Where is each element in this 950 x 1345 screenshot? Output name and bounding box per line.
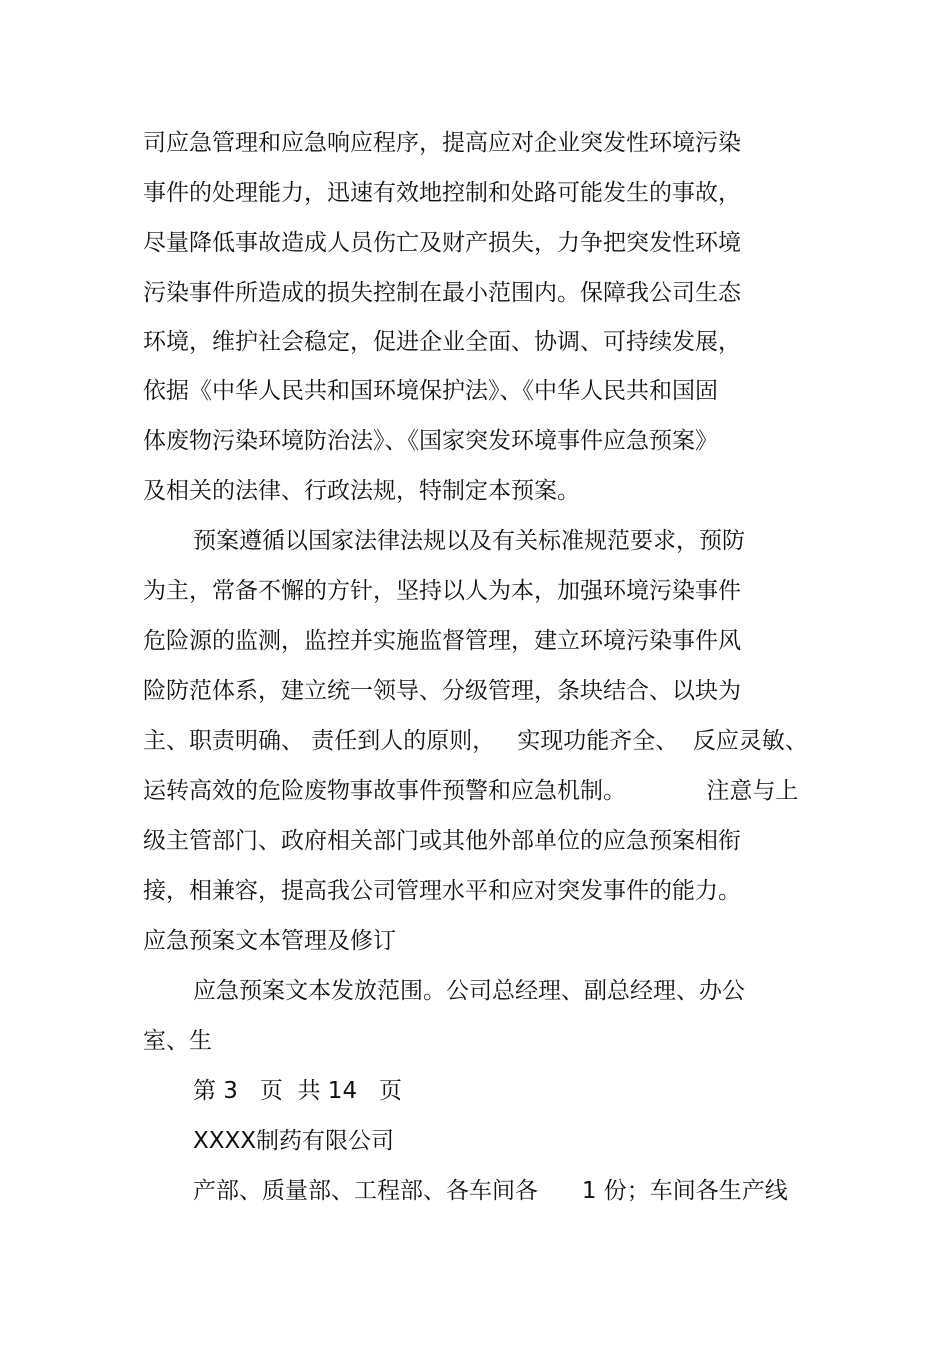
paragraph-1-line-8: 及相关的法律、行政法规，特制定本预案。 bbox=[143, 478, 580, 504]
paragraph-3-line-2: 室、生 bbox=[143, 1028, 212, 1054]
paragraph-1-line-7: 体废物污染环境防治法》、《国家突发环境事件应急预案》 bbox=[143, 428, 718, 454]
paragraph-1-line-5: 环境，维护社会稳定，促进企业全面、协调、可持续发展， bbox=[143, 329, 741, 355]
paragraph-2-line-8: 接，相兼容，提高我公司管理水平和应对突发事件的能力。 bbox=[143, 878, 741, 904]
paragraph-1-line-4: 污染事件所造成的损失控制在最小范围内。保障我公司生态 bbox=[143, 280, 741, 306]
paragraph-3-line-1: 应急预案文本发放范围。公司总经理、副总经理、办公 bbox=[193, 978, 745, 1004]
paragraph-1-line-1: 司应急管理和应急响应程序，提高应对企业突发性环境污染 bbox=[143, 130, 741, 156]
paragraph-2-line-3: 危险源的监测，监控并实施监督管理，建立环境污染事件风 bbox=[143, 628, 741, 654]
paragraph-1-line-6: 依据《中华人民共和国环境保护法》、《中华人民共和国固 bbox=[143, 378, 718, 404]
paragraph-1-line-2: 事件的处理能力，迅速有效地控制和处路可能发生的事故， bbox=[143, 180, 741, 206]
paragraph-2-line-4: 险防范体系，建立统一领导、分级管理，条块结合、以块为 bbox=[143, 678, 741, 704]
paragraph-2-line-7: 级主管部门、政府相关部门或其他外部单位的应急预案相衔 bbox=[143, 828, 741, 854]
paragraph-2-line-2: 为主，常备不懈的方针，坚持以人为本，加强环境污染事件 bbox=[143, 578, 741, 604]
company-name: XXXX制药有限公司 bbox=[193, 1128, 395, 1154]
paragraph-1-line-3: 尽量降低事故造成人员伤亡及财产损失，力争把突发性环境 bbox=[143, 230, 741, 256]
page-number: 第 3 页 共 14 页 bbox=[193, 1078, 403, 1104]
paragraph-2-line-6: 运转高效的危险废物事故事件预警和应急机制。 注意与上 bbox=[143, 778, 799, 804]
section-heading: 应急预案文本管理及修订 bbox=[143, 928, 396, 954]
continuation-line: 产部、质量部、工程部、各车间各 1 份；车间各生产线 bbox=[193, 1178, 788, 1204]
paragraph-2-line-5: 主、职责明确、 责任到人的原则， 实现功能齐全、 反应灵敏、 bbox=[143, 728, 808, 754]
paragraph-2-line-1: 预案遵循以国家法律法规以及有关标准规范要求，预防 bbox=[193, 528, 745, 554]
